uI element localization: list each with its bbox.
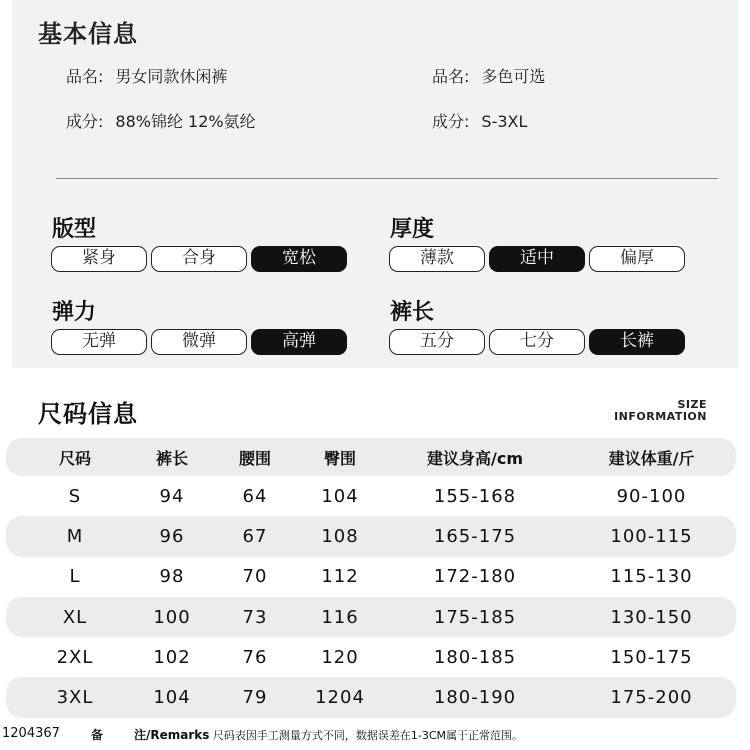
table-cell: 104 bbox=[153, 687, 191, 709]
basic-info-panel bbox=[12, 0, 738, 368]
table-cell: 108 bbox=[321, 525, 359, 547]
composition-right bbox=[432, 109, 527, 132]
table-cell: 67 bbox=[242, 525, 268, 547]
thickness-option-thick[interactable]: 偏厚 bbox=[589, 246, 685, 272]
header-cell: 裤长 bbox=[155, 448, 188, 468]
size-info-title-en bbox=[614, 399, 707, 423]
fit-title: 版型 bbox=[52, 217, 97, 242]
elasticity-option-slight[interactable]: 微弹 bbox=[151, 329, 247, 355]
table-row bbox=[6, 476, 736, 516]
table-cell: 100 bbox=[153, 606, 191, 628]
header-cell: 腰围 bbox=[238, 448, 271, 468]
remarks-label: 注/Remarks bbox=[134, 728, 210, 742]
table-cell: 180-190 bbox=[433, 687, 517, 709]
info-label: 品名: bbox=[432, 67, 470, 86]
table-cell: 130-150 bbox=[610, 606, 693, 628]
size-table bbox=[6, 438, 736, 718]
table-cell: 165-175 bbox=[433, 525, 517, 547]
remarks-text: 尺码表因手工测量方式不同，数据误差在1-3CM属于正常范围。 bbox=[212, 729, 524, 742]
length-options bbox=[389, 329, 685, 355]
product-name-right bbox=[432, 64, 545, 87]
info-value: 多色可选 bbox=[481, 67, 546, 86]
basic-info-title: 基本信息 bbox=[38, 20, 138, 48]
table-cell: 1204 bbox=[315, 687, 365, 709]
info-value: 88%锦纶 12%氨纶 bbox=[115, 112, 256, 131]
table-cell: 115-130 bbox=[610, 566, 693, 588]
thickness-options bbox=[389, 246, 685, 272]
elasticity-option-high[interactable]: 高弹 bbox=[251, 329, 347, 355]
table-row bbox=[6, 516, 736, 556]
table-cell: 116 bbox=[321, 606, 359, 628]
table-cell: M bbox=[66, 525, 84, 547]
info-value: 男女同款休闲裤 bbox=[115, 67, 228, 86]
info-value: S-3XL bbox=[481, 112, 528, 131]
table-cell: 94 bbox=[159, 485, 185, 507]
thickness-option-medium[interactable]: 适中 bbox=[489, 246, 585, 272]
table-cell: 64 bbox=[242, 485, 268, 507]
table-cell: 120 bbox=[321, 646, 359, 668]
header-cell: 建议身高/cm bbox=[426, 448, 523, 468]
table-cell: L bbox=[69, 566, 81, 588]
info-label: 品名: bbox=[66, 67, 104, 86]
elasticity-options bbox=[51, 329, 347, 355]
fit-option-loose[interactable]: 宽松 bbox=[251, 246, 347, 272]
note-prefix: 备 bbox=[91, 728, 104, 742]
table-cell: 175-185 bbox=[433, 606, 517, 628]
table-row bbox=[6, 637, 736, 677]
table-cell: XL bbox=[62, 606, 88, 628]
fit-option-tight[interactable]: 紧身 bbox=[51, 246, 147, 272]
table-cell: 104 bbox=[321, 485, 359, 507]
table-cell: 70 bbox=[242, 566, 268, 588]
info-label: 成分: bbox=[66, 112, 104, 131]
table-cell: 96 bbox=[159, 525, 185, 547]
product-name-left bbox=[66, 64, 227, 87]
thickness-option-thin[interactable]: 薄款 bbox=[389, 246, 485, 272]
footer bbox=[0, 726, 750, 746]
section-divider bbox=[56, 178, 718, 179]
table-cell: S bbox=[68, 485, 82, 507]
table-cell: 73 bbox=[242, 606, 268, 628]
table-cell: 102 bbox=[153, 646, 191, 668]
table-cell: 112 bbox=[321, 566, 359, 588]
remarks bbox=[134, 726, 523, 743]
header-cell: 建议体重/斤 bbox=[608, 448, 695, 468]
table-cell: 172-180 bbox=[433, 566, 517, 588]
table-cell: 2XL bbox=[56, 646, 94, 668]
fit-option-regular[interactable]: 合身 bbox=[151, 246, 247, 272]
table-row bbox=[6, 677, 736, 717]
size-en-line1: SIZE bbox=[677, 398, 707, 411]
table-cell: 90-100 bbox=[616, 485, 687, 507]
table-cell: 3XL bbox=[56, 687, 94, 709]
table-cell: 98 bbox=[159, 566, 185, 588]
composition-left bbox=[66, 109, 256, 132]
header-cell: 尺码 bbox=[58, 448, 91, 468]
length-option-seven[interactable]: 七分 bbox=[489, 329, 585, 355]
fit-options bbox=[51, 246, 347, 272]
size-en-line2: INFORMATION bbox=[614, 410, 707, 423]
length-title: 裤长 bbox=[390, 300, 435, 325]
size-info-title: 尺码信息 bbox=[38, 400, 138, 428]
table-cell: 175-200 bbox=[610, 687, 693, 709]
elasticity-title: 弹力 bbox=[52, 300, 97, 325]
table-row bbox=[6, 597, 736, 637]
header-cell: 臀围 bbox=[323, 448, 356, 468]
table-header-row bbox=[6, 438, 736, 476]
thickness-title: 厚度 bbox=[390, 217, 435, 242]
table-cell: 155-168 bbox=[433, 485, 517, 507]
table-cell: 150-175 bbox=[610, 646, 693, 668]
elasticity-option-none[interactable]: 无弹 bbox=[51, 329, 147, 355]
table-cell: 100-115 bbox=[610, 525, 693, 547]
length-option-half[interactable]: 五分 bbox=[389, 329, 485, 355]
info-label: 成分: bbox=[432, 112, 470, 131]
length-option-long[interactable]: 长裤 bbox=[589, 329, 685, 355]
table-cell: 79 bbox=[242, 687, 268, 709]
product-id: 1204367 bbox=[2, 726, 60, 741]
table-row bbox=[6, 557, 736, 597]
table-cell: 76 bbox=[242, 646, 268, 668]
table-cell: 180-185 bbox=[433, 646, 517, 668]
